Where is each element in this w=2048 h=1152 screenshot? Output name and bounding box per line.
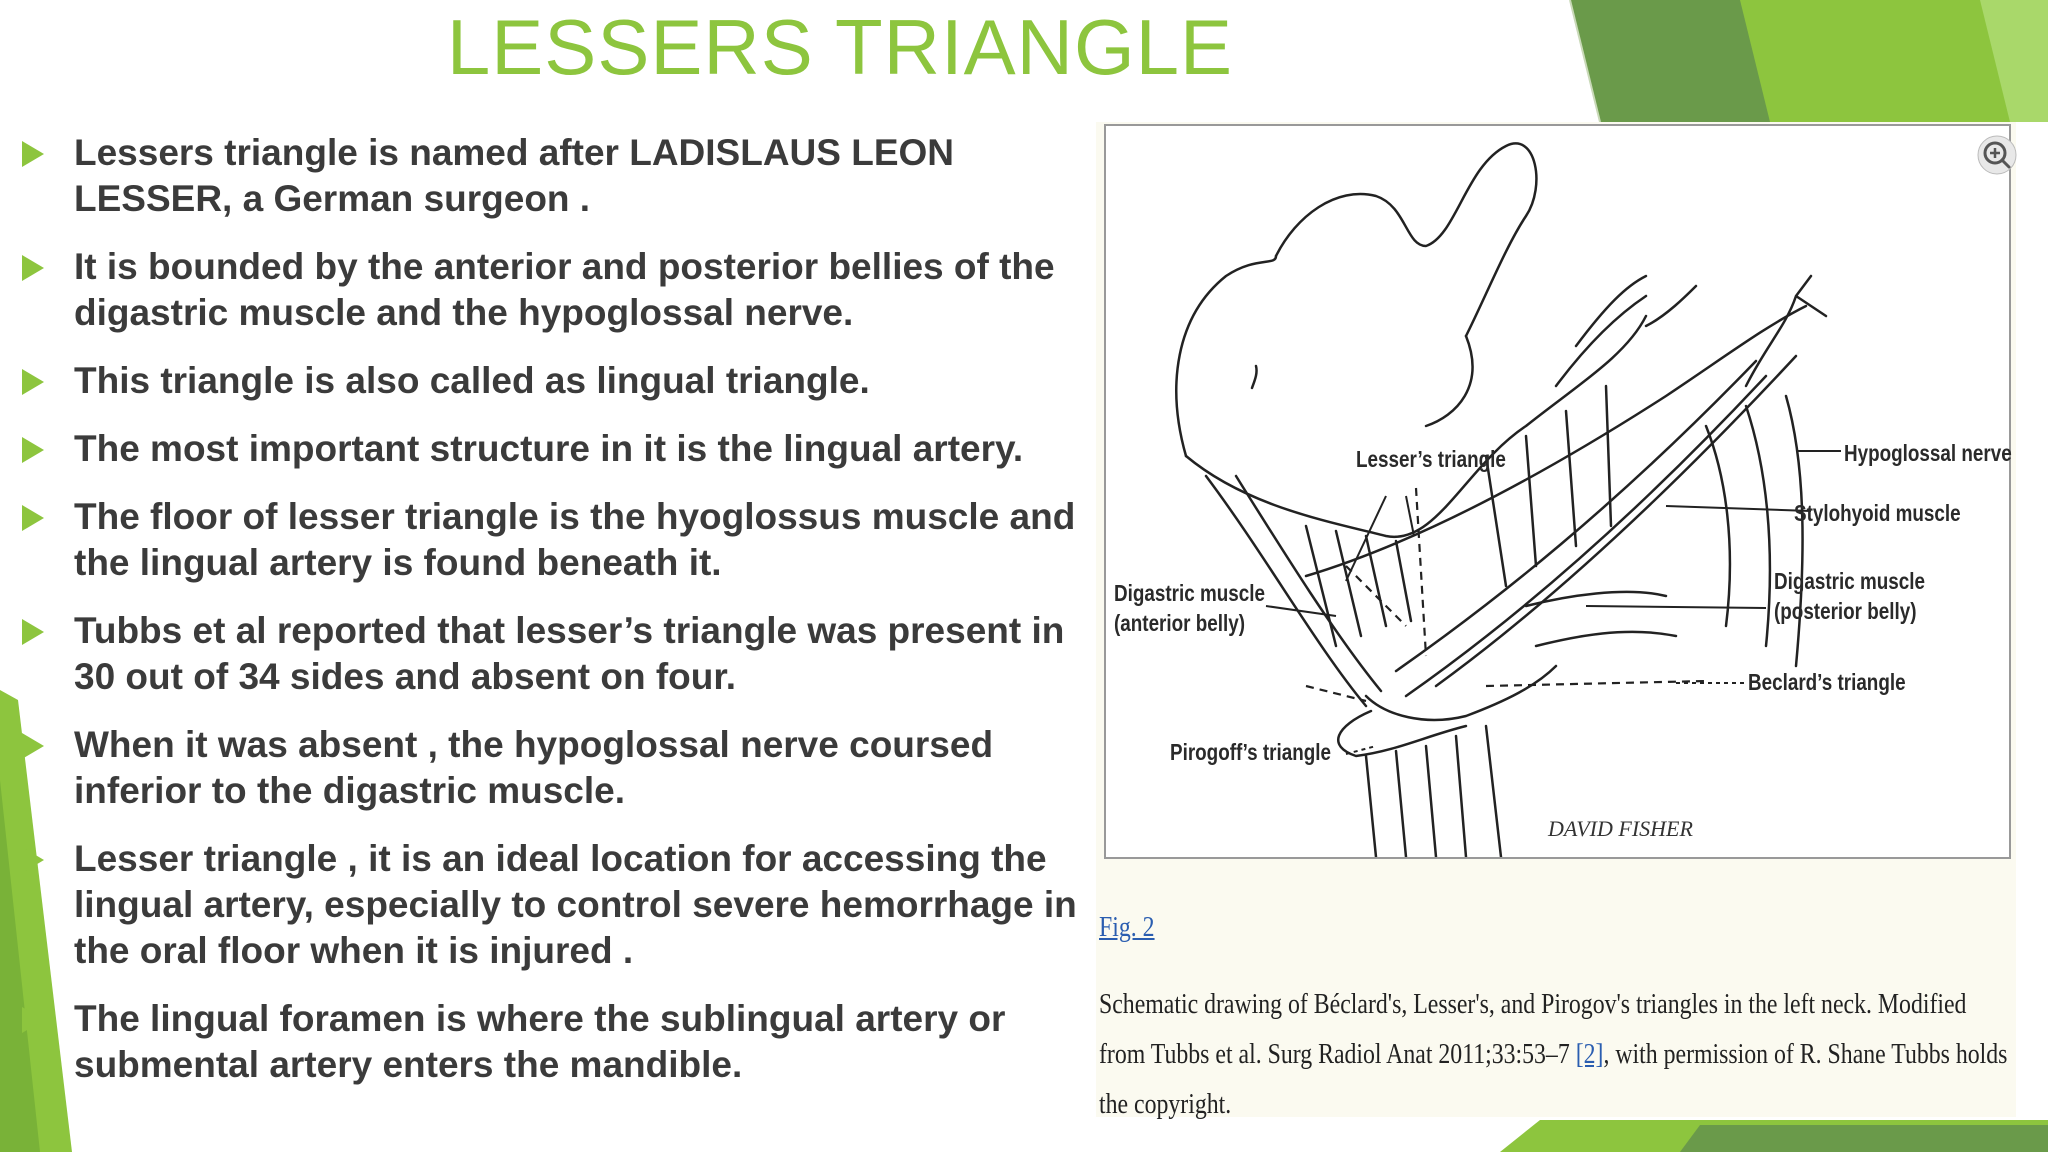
bullet-text: This triangle is also called as lingual triangle.: [74, 360, 870, 401]
bullet-arrow-icon: [22, 369, 44, 395]
bullet-arrow-icon: [22, 1007, 44, 1033]
bullet-item: [22, 608, 1082, 700]
artist-signature: DAVID FISHER: [1548, 816, 1693, 841]
label-stylohyoid-muscle: Stylohyoid muscle: [1794, 500, 1961, 526]
bullet-text: Tubbs et al reported that lesser’s triangle was present in 30 out of 34 sides and absent on four.: [74, 610, 1065, 697]
bullet-text: When it was absent , the hypoglossal nerve coursed inferior to the digastric muscle.: [74, 724, 994, 811]
bullet-item: [22, 426, 1082, 472]
bullet-list: [22, 130, 1082, 1110]
bullet-item: [22, 494, 1082, 586]
slide-title: LESSERS TRIANGLE: [446, 3, 1234, 91]
label-pirogoffs-triangle: Pirogoff’s triangle: [1170, 739, 1332, 765]
bullet-text: Lesser triangle , it is an ideal location for accessing the lingual artery, especially to control severe hemorrhage in the oral floor when it is injured .: [74, 838, 1077, 971]
bullet-arrow-icon: [22, 437, 44, 463]
bullet-arrow-icon: [22, 255, 44, 281]
label-digastric-anterior-2: (anterior belly): [1114, 610, 1246, 636]
bullet-text: The floor of lesser triangle is the hyoglossus muscle and the lingual artery is found beneath it.: [74, 496, 1076, 583]
bullet-arrow-icon: [22, 619, 44, 645]
figure-link[interactable]: Fig. 2: [1099, 912, 1155, 943]
bullet-item: [22, 836, 1082, 974]
bullet-item: [22, 996, 1082, 1088]
bullet-text: Lessers triangle is named after LADISLAUS LEON LESSER, a German surgeon .: [74, 132, 955, 219]
caption-text-end: , with permission of R. Shane Tubbs holds the copyright.: [1099, 1039, 2008, 1120]
label-beclards-triangle: Beclard’s triangle: [1748, 669, 1906, 695]
zoom-in-icon[interactable]: [1976, 134, 2018, 176]
bullet-arrow-icon: [22, 847, 44, 873]
bullet-item: [22, 358, 1082, 404]
bullet-text: It is bounded by the anterior and posterior bellies of the digastric muscle and the hypoglossal nerve.: [74, 246, 1055, 333]
label-hypoglossal-nerve: Hypoglossal nerve: [1844, 440, 2012, 466]
bullet-arrow-icon: [22, 141, 44, 167]
caption-reference-link[interactable]: [2]: [1575, 1039, 1604, 1070]
figure-caption: [1099, 980, 2017, 1130]
label-digastric-posterior-1: Digastric muscle: [1774, 568, 1925, 594]
bullet-text: The most important structure in it is the lingual artery.: [74, 428, 1024, 469]
label-digastric-posterior-2: (posterior belly): [1774, 598, 1917, 624]
label-digastric-anterior-1: Digastric muscle: [1114, 580, 1265, 606]
bullet-arrow-icon: [22, 505, 44, 531]
bullet-text: The lingual foramen is where the sublingual artery or submental artery enters the mandible.: [74, 998, 1006, 1085]
figure-panel: [1096, 122, 2016, 1120]
bullet-arrow-icon: [22, 733, 44, 759]
caption-text: Schematic drawing of Béclard's, Lesser's, and Pirogov's triangles in the left neck. Modified from Tubbs et al. Surg Radiol Anat 2011;33:53–7: [1099, 989, 1967, 1070]
anatomy-drawing: [1104, 124, 2011, 859]
bullet-item: [22, 130, 1082, 222]
bullet-item: [22, 722, 1082, 814]
label-lessers-triangle: Lesser’s triangle: [1356, 446, 1506, 472]
bullet-item: [22, 244, 1082, 336]
